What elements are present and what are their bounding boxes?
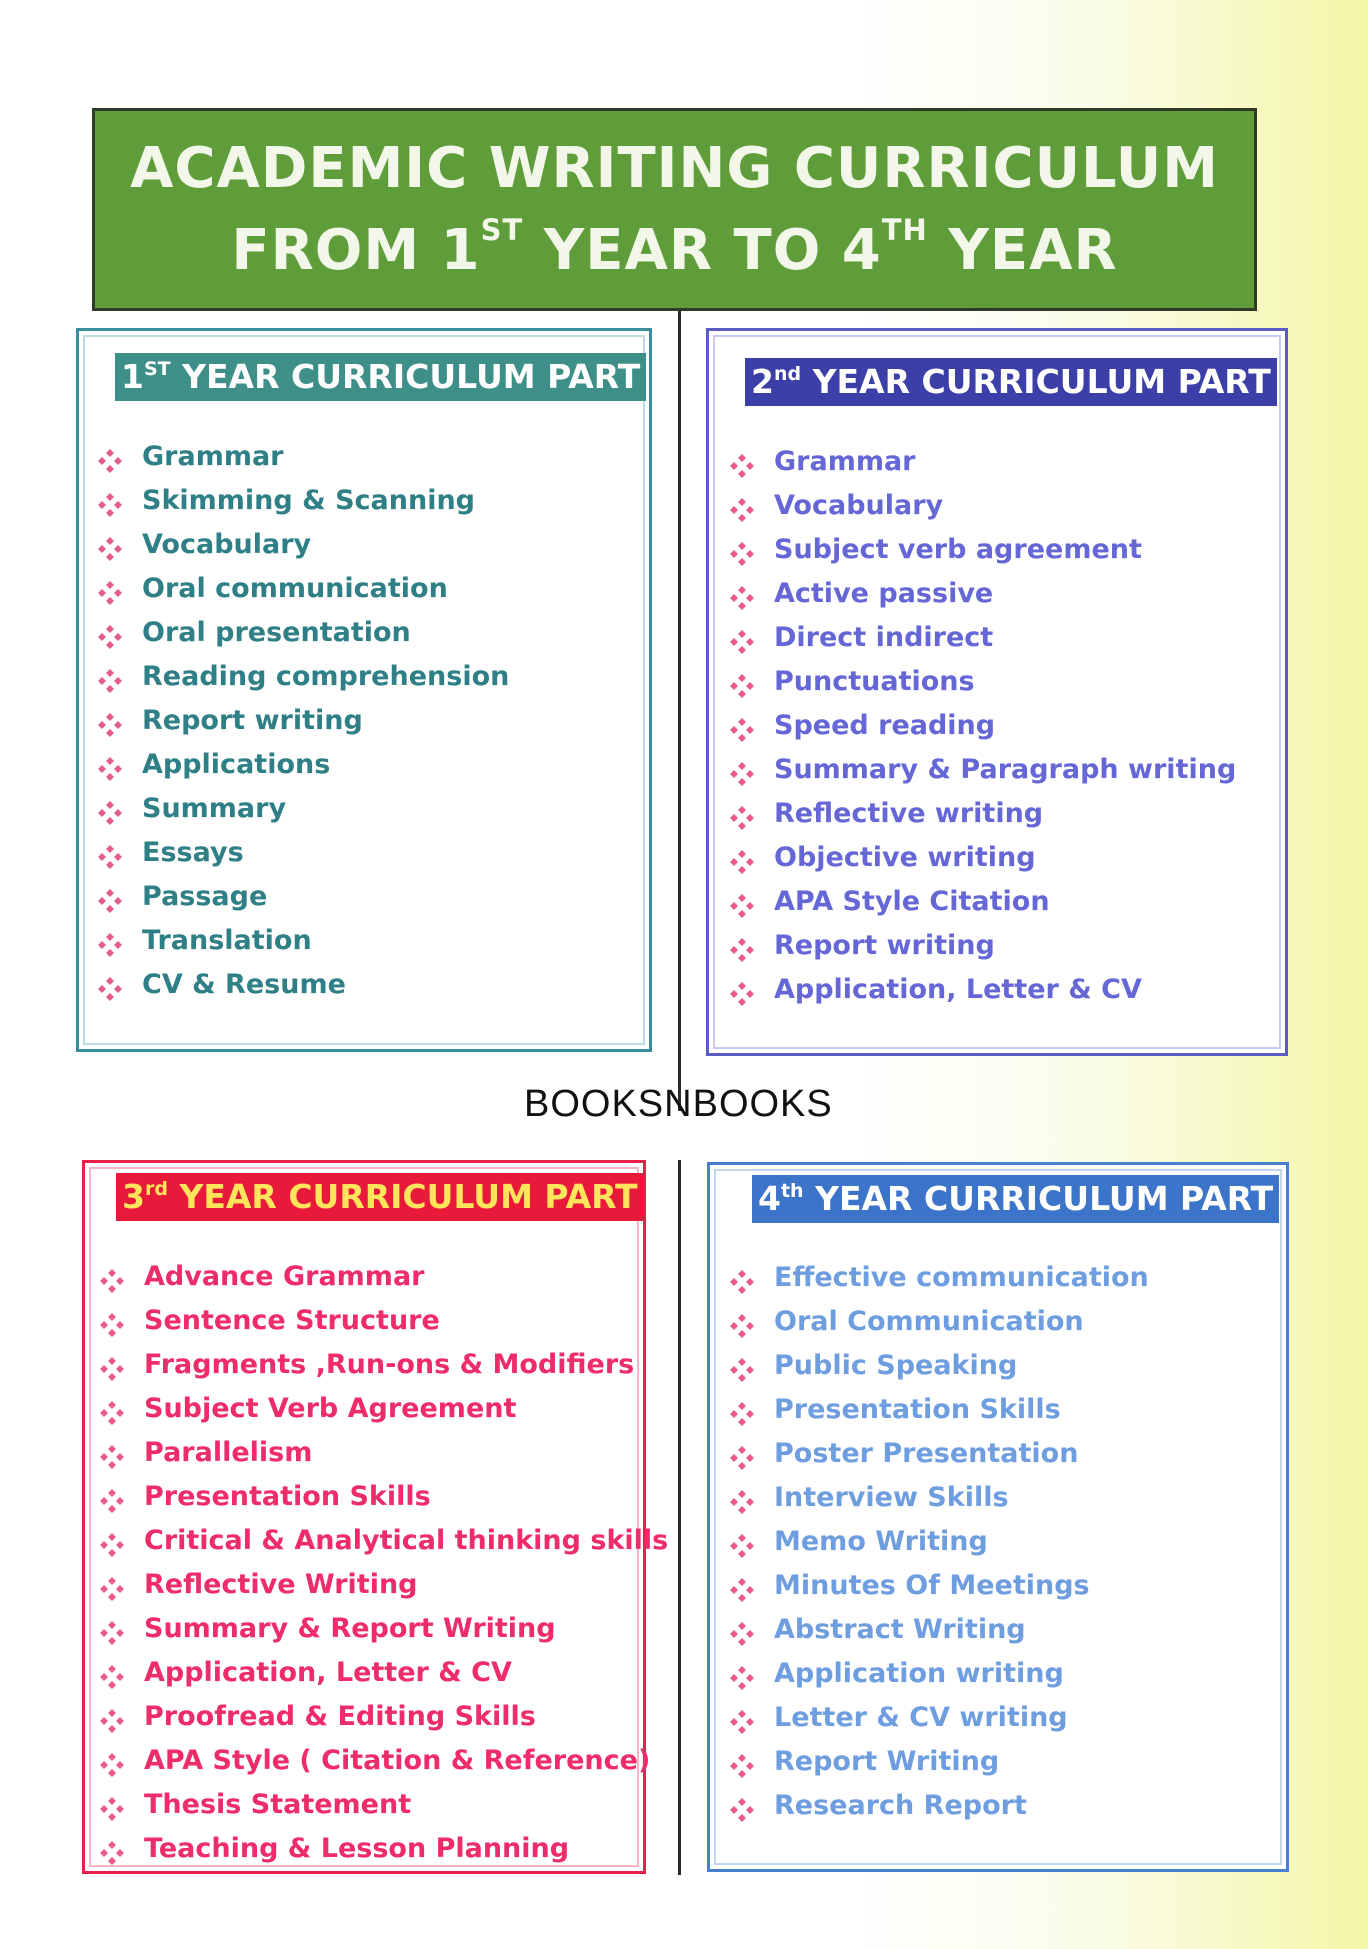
four-diamond-bullet-icon — [99, 1704, 125, 1730]
four-diamond-bullet-icon — [99, 1836, 125, 1862]
four-diamond-bullet-icon — [99, 1396, 125, 1422]
four-diamond-bullet-icon — [729, 493, 755, 519]
list-item — [729, 1344, 1149, 1388]
list-item-label: Oral presentation — [142, 617, 411, 648]
list-item-label: Essays — [142, 837, 244, 868]
list-item — [99, 1255, 668, 1299]
four-diamond-bullet-icon — [729, 1441, 755, 1467]
list-item — [729, 616, 1236, 660]
list-item — [99, 1827, 668, 1871]
list-item-label: Direct indirect — [774, 622, 994, 653]
four-diamond-bullet-icon — [729, 449, 755, 475]
list-item-label: Vocabulary — [142, 529, 312, 560]
list-item — [729, 880, 1236, 924]
list-item-label: Reading comprehension — [142, 661, 510, 692]
list-item-label: Interview Skills — [774, 1482, 1009, 1513]
list-item-label: Punctuations — [774, 666, 975, 697]
list-item — [729, 1432, 1149, 1476]
list-item-label: Reflective writing — [774, 798, 1044, 829]
list-item — [99, 1343, 668, 1387]
watermark: BOOKSNBOOKS — [524, 1083, 833, 1125]
list-item — [729, 1256, 1149, 1300]
four-diamond-bullet-icon — [99, 1308, 125, 1334]
four-diamond-bullet-icon — [97, 928, 123, 954]
four-diamond-bullet-icon — [99, 1440, 125, 1466]
list-item — [729, 528, 1236, 572]
four-diamond-bullet-icon — [99, 1660, 125, 1686]
curriculum-list — [729, 440, 1236, 1012]
curriculum-list — [97, 435, 509, 1007]
list-item — [99, 1431, 668, 1475]
list-item-label: Report Writing — [774, 1746, 1000, 1777]
list-item — [97, 875, 509, 919]
panel-year-1 — [76, 328, 652, 1052]
list-item-label: Advance Grammar — [144, 1261, 425, 1292]
four-diamond-bullet-icon — [97, 488, 123, 514]
four-diamond-bullet-icon — [729, 1617, 755, 1643]
four-diamond-bullet-icon — [99, 1264, 125, 1290]
list-item — [729, 1740, 1149, 1784]
four-diamond-bullet-icon — [99, 1572, 125, 1598]
list-item — [729, 704, 1236, 748]
list-item — [729, 968, 1236, 1012]
banner-line-1: ACADEMIC WRITING CURRICULUM — [130, 135, 1219, 201]
list-item — [99, 1695, 668, 1739]
title-banner — [92, 108, 1257, 311]
panel-title: 2nd YEAR CURRICULUM PART — [745, 358, 1277, 406]
four-diamond-bullet-icon — [729, 845, 755, 871]
list-item-label: Summary — [142, 793, 287, 824]
list-item — [97, 919, 509, 963]
four-diamond-bullet-icon — [729, 801, 755, 827]
four-diamond-bullet-icon — [99, 1484, 125, 1510]
list-item-label: Report writing — [142, 705, 363, 736]
list-item — [97, 567, 509, 611]
list-item — [97, 743, 509, 787]
four-diamond-bullet-icon — [97, 576, 123, 602]
list-item-label: Passage — [142, 881, 268, 912]
four-diamond-bullet-icon — [99, 1352, 125, 1378]
list-item-label: Minutes Of Meetings — [774, 1570, 1090, 1601]
list-item-label: Public Speaking — [774, 1350, 1018, 1381]
list-item — [99, 1563, 668, 1607]
center-divider-bottom — [678, 1160, 681, 1875]
list-item — [729, 1652, 1149, 1696]
center-divider-top — [678, 311, 681, 1111]
four-diamond-bullet-icon — [97, 752, 123, 778]
four-diamond-bullet-icon — [729, 537, 755, 563]
list-item — [97, 699, 509, 743]
four-diamond-bullet-icon — [97, 532, 123, 558]
four-diamond-bullet-icon — [729, 1793, 755, 1819]
list-item — [97, 479, 509, 523]
list-item — [97, 963, 509, 1007]
four-diamond-bullet-icon — [729, 933, 755, 959]
list-item-label: Reflective Writing — [144, 1569, 418, 1600]
list-item-label: Presentation Skills — [144, 1481, 431, 1512]
list-item — [729, 1608, 1149, 1652]
list-item-label: Letter & CV writing — [774, 1702, 1068, 1733]
list-item — [99, 1651, 668, 1695]
list-item-label: Skimming & Scanning — [142, 485, 475, 516]
list-item-label: Objective writing — [774, 842, 1036, 873]
four-diamond-bullet-icon — [729, 1265, 755, 1291]
list-item-label: Abstract Writing — [774, 1614, 1026, 1645]
four-diamond-bullet-icon — [97, 708, 123, 734]
four-diamond-bullet-icon — [729, 1705, 755, 1731]
list-item — [729, 1520, 1149, 1564]
list-item — [729, 1784, 1149, 1828]
four-diamond-bullet-icon — [729, 625, 755, 651]
list-item — [97, 611, 509, 655]
list-item — [99, 1739, 668, 1783]
four-diamond-bullet-icon — [99, 1792, 125, 1818]
list-item — [99, 1607, 668, 1651]
list-item-label: Subject Verb Agreement — [144, 1393, 517, 1424]
list-item-label: Summary & Report Writing — [144, 1613, 556, 1644]
list-item-label: Speed reading — [774, 710, 996, 741]
four-diamond-bullet-icon — [97, 884, 123, 910]
four-diamond-bullet-icon — [729, 713, 755, 739]
panel-year-4 — [707, 1162, 1289, 1872]
four-diamond-bullet-icon — [729, 1485, 755, 1511]
four-diamond-bullet-icon — [97, 796, 123, 822]
list-item-label: Applications — [142, 749, 331, 780]
list-item — [97, 435, 509, 479]
four-diamond-bullet-icon — [729, 1397, 755, 1423]
list-item-label: Effective communication — [774, 1262, 1149, 1293]
list-item-label: Grammar — [142, 441, 284, 472]
four-diamond-bullet-icon — [99, 1616, 125, 1642]
panel-year-2 — [706, 328, 1288, 1056]
list-item — [729, 1388, 1149, 1432]
list-item-label: Research Report — [774, 1790, 1027, 1821]
four-diamond-bullet-icon — [729, 1309, 755, 1335]
four-diamond-bullet-icon — [97, 664, 123, 690]
list-item-label: Thesis Statement — [144, 1789, 412, 1820]
four-diamond-bullet-icon — [729, 1573, 755, 1599]
four-diamond-bullet-icon — [99, 1528, 125, 1554]
four-diamond-bullet-icon — [729, 1749, 755, 1775]
list-item-label: Application, Letter & CV — [774, 974, 1142, 1005]
list-item-label: Grammar — [774, 446, 916, 477]
list-item-label: Proofread & Editing Skills — [144, 1701, 536, 1732]
list-item-label: Summary & Paragraph writing — [774, 754, 1237, 785]
list-item-label: Poster Presentation — [774, 1438, 1079, 1469]
list-item-label: Oral Communication — [774, 1306, 1084, 1337]
list-item — [99, 1783, 668, 1827]
list-item-label: Translation — [142, 925, 312, 956]
list-item-label: CV & Resume — [142, 969, 346, 1000]
list-item-label: Active passive — [774, 578, 994, 609]
list-item-label: Application, Letter & CV — [144, 1657, 512, 1688]
four-diamond-bullet-icon — [729, 889, 755, 915]
list-item-label: Subject verb agreement — [774, 534, 1142, 565]
panel-year-3 — [82, 1160, 669, 1874]
list-item — [729, 440, 1236, 484]
four-diamond-bullet-icon — [99, 1748, 125, 1774]
four-diamond-bullet-icon — [97, 840, 123, 866]
list-item-label: APA Style ( Citation & Reference) — [144, 1745, 651, 1776]
four-diamond-bullet-icon — [729, 757, 755, 783]
list-item — [99, 1519, 668, 1563]
list-item — [97, 831, 509, 875]
list-item — [97, 655, 509, 699]
list-item-label: Fragments ,Run-ons & Modifiers — [144, 1349, 635, 1380]
list-item — [729, 748, 1236, 792]
list-item — [729, 1564, 1149, 1608]
list-item — [97, 787, 509, 831]
list-item-label: Critical & Analytical thinking skills — [144, 1525, 669, 1556]
panel-title: 4th YEAR CURRICULUM PART — [752, 1175, 1279, 1223]
list-item — [729, 1300, 1149, 1344]
list-item-label: Presentation Skills — [774, 1394, 1061, 1425]
four-diamond-bullet-icon — [729, 669, 755, 695]
four-diamond-bullet-icon — [729, 581, 755, 607]
list-item-label: Teaching & Lesson Planning — [144, 1833, 570, 1864]
list-item — [729, 1476, 1149, 1520]
list-item-label: Parallelism — [144, 1437, 313, 1468]
list-item-label: Sentence Structure — [144, 1305, 440, 1336]
list-item-label: Vocabulary — [774, 490, 944, 521]
list-item-label: APA Style Citation — [774, 886, 1050, 917]
list-item — [97, 523, 509, 567]
list-item — [729, 836, 1236, 880]
list-item-label: Report writing — [774, 930, 995, 961]
four-diamond-bullet-icon — [729, 977, 755, 1003]
four-diamond-bullet-icon — [97, 972, 123, 998]
list-item — [729, 924, 1236, 968]
list-item — [729, 660, 1236, 704]
list-item-label: Oral communication — [142, 573, 448, 604]
four-diamond-bullet-icon — [729, 1353, 755, 1379]
list-item — [729, 572, 1236, 616]
list-item — [729, 1696, 1149, 1740]
list-item — [99, 1475, 668, 1519]
list-item — [99, 1299, 668, 1343]
list-item — [99, 1387, 668, 1431]
four-diamond-bullet-icon — [729, 1661, 755, 1687]
list-item — [729, 484, 1236, 528]
list-item — [729, 792, 1236, 836]
panel-title: 3rd YEAR CURRICULUM PART — [116, 1173, 644, 1221]
curriculum-list — [99, 1255, 668, 1871]
curriculum-list — [729, 1256, 1149, 1828]
list-item-label: Application writing — [774, 1658, 1064, 1689]
panel-title: 1ST YEAR CURRICULUM PART — [115, 353, 646, 401]
four-diamond-bullet-icon — [97, 444, 123, 470]
list-item-label: Memo Writing — [774, 1526, 988, 1557]
four-diamond-bullet-icon — [729, 1529, 755, 1555]
banner-line-2: FROM 1ST YEAR TO 4TH YEAR — [231, 212, 1118, 283]
four-diamond-bullet-icon — [97, 620, 123, 646]
